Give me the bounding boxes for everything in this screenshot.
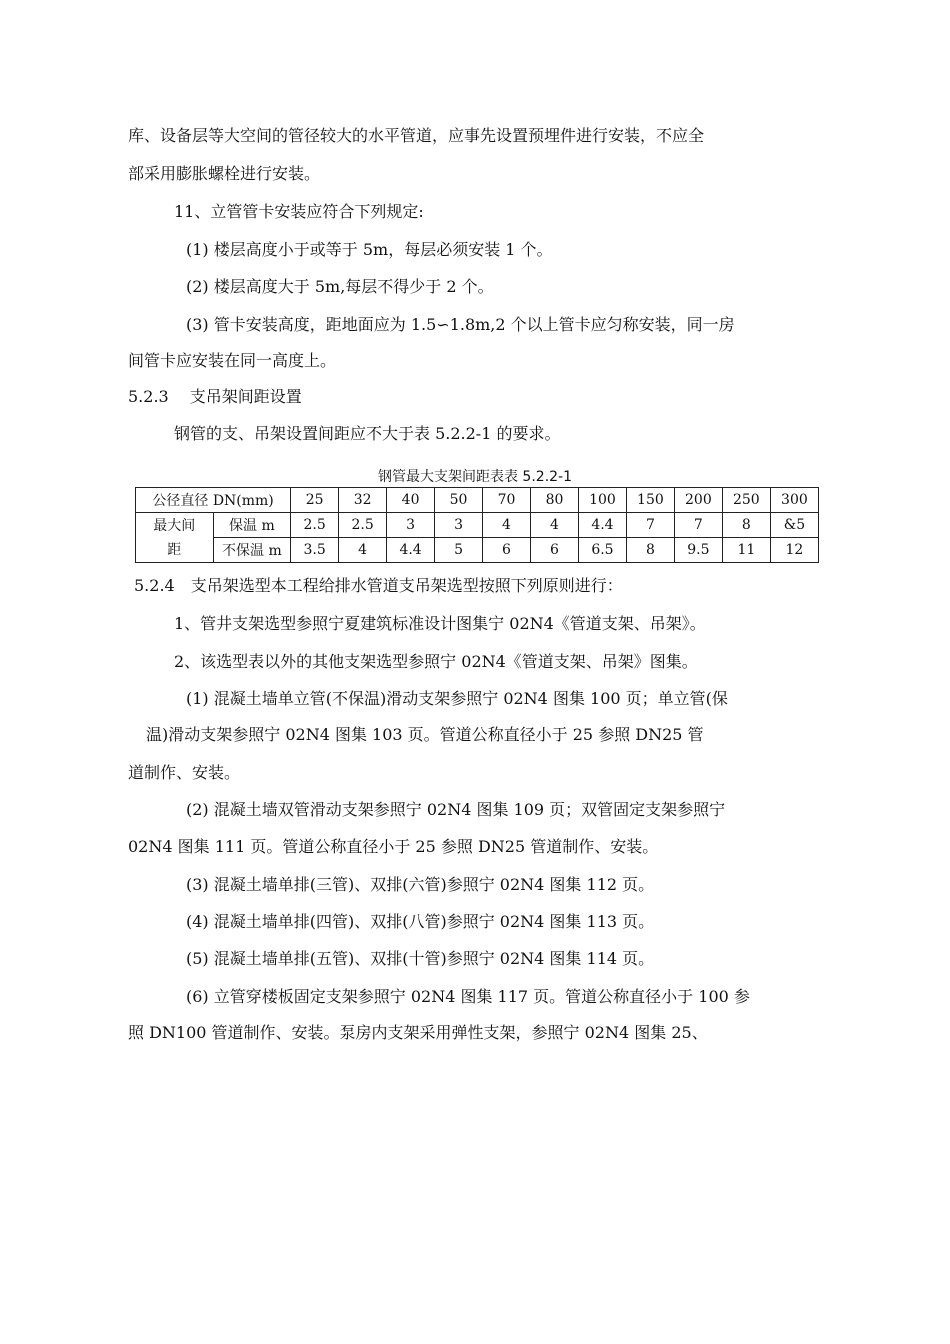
table-cell: 5 <box>435 538 483 563</box>
list-item: (3) 混凝土墙单排(三管)、双排(六管)参照宁 02N4 图集 112 页。 <box>186 875 655 894</box>
table-cell: 4.4 <box>578 513 626 538</box>
table-row <box>136 488 819 513</box>
paragraph-line: 钢管的支、吊架设置间距应不大于表 5.2.2-1 的要求。 <box>174 424 561 443</box>
table-cell: 3 <box>387 513 435 538</box>
table-cell: 4 <box>531 513 579 538</box>
table-cell: &5 <box>770 513 818 538</box>
header-cell: 40 <box>387 488 435 513</box>
table-cell: 3 <box>435 513 483 538</box>
list-item: (3) 管卡安装高度，距地面应为 1.5∽1.8m,2 个以上管卡应匀称安装，同一房 <box>186 315 735 334</box>
row-group-label-line: 最大间 <box>153 517 196 534</box>
table-row <box>136 513 819 538</box>
table-cell: 11 <box>722 538 770 563</box>
header-cell: 100 <box>578 488 626 513</box>
row-label: 保温 m <box>213 513 291 538</box>
list-item: (1) 楼层高度小于或等于 5m，每层必须安装 1 个。 <box>186 240 553 259</box>
table-cell: 4 <box>339 538 387 563</box>
paragraph-line: 温)滑动支架参照宁 02N4 图集 103 页。管道公称直径小于 25 参照 DN25 管 <box>146 725 704 744</box>
list-item: (6) 立管穿楼板固定支架参照宁 02N4 图集 117 页。管道公称直径小于 100 参 <box>186 987 750 1006</box>
table-cell: 8 <box>722 513 770 538</box>
table-cell: 4 <box>483 513 531 538</box>
table-cell: 6 <box>531 538 579 563</box>
header-cell: 50 <box>435 488 483 513</box>
header-cell: 25 <box>291 488 339 513</box>
paragraph-line: 02N4 图集 111 页。管道公称直径小于 25 参照 DN25 管道制作、安装。 <box>128 837 659 856</box>
paragraph-line: 间管卡应安装在同一高度上。 <box>128 351 337 370</box>
paragraph-line: 部采用膨胀螺栓进行安装。 <box>128 164 321 183</box>
table-cell: 3.5 <box>291 538 339 563</box>
section-heading: 5.2.4 支吊架选型本工程给排水管道支吊架选型按照下列原则进行： <box>134 576 623 595</box>
paragraph-line: 库、设备层等大空间的管径较大的水平管道，应事先设置预埋件进行安装，不应全 <box>128 126 705 145</box>
header-cell: 公径直径 DN(mm) <box>136 488 291 513</box>
row-group-label <box>136 513 214 563</box>
list-item: (2) 混凝土墙双管滑动支架参照宁 02N4 图集 109 页；双管固定支架参照宁 <box>186 800 726 819</box>
list-item: (1) 混凝土墙单立管(不保温)滑动支架参照宁 02N4 图集 100 页；单立管(保 <box>186 689 728 708</box>
header-cell: 250 <box>722 488 770 513</box>
header-cell: 200 <box>674 488 722 513</box>
paragraph-line: 道制作、安装。 <box>128 763 241 782</box>
table-cell: 6.5 <box>578 538 626 563</box>
table-cell: 2.5 <box>339 513 387 538</box>
header-cell: 80 <box>531 488 579 513</box>
table-cell: 7 <box>626 513 674 538</box>
table-cell: 12 <box>770 538 818 563</box>
table-cell: 8 <box>626 538 674 563</box>
table-cell: 9.5 <box>674 538 722 563</box>
table-cell: 7 <box>674 513 722 538</box>
section-heading: 5.2.3 支吊架间距设置 <box>128 387 302 406</box>
list-item: 2、该选型表以外的其他支架选型参照宁 02N4《管道支架、吊架》图集。 <box>174 652 698 671</box>
list-item: 11、立管管卡安装应符合下列规定: <box>174 202 424 221</box>
table-caption: 钢管最大支架间距表表 5.2.2-1 <box>377 469 573 485</box>
table-row <box>136 538 819 563</box>
list-item: 1、管井支架选型参照宁夏建筑标准设计图集宁 02N4《管道支架、吊架》。 <box>174 614 706 633</box>
header-cell: 70 <box>483 488 531 513</box>
header-cell: 300 <box>770 488 818 513</box>
header-cell: 150 <box>626 488 674 513</box>
row-label: 不保温 m <box>213 538 291 563</box>
list-item: (2) 楼层高度大于 5m,每层不得少于 2 个。 <box>186 277 494 296</box>
list-item: (4) 混凝土墙单排(四管)、双排(八管)参照宁 02N4 图集 113 页。 <box>186 912 655 931</box>
header-cell: 32 <box>339 488 387 513</box>
row-group-label-line: 距 <box>167 541 182 558</box>
table-cell: 4.4 <box>387 538 435 563</box>
spacing-table <box>135 487 819 563</box>
list-item: (5) 混凝土墙单排(五管)、双排(十管)参照宁 02N4 图集 114 页。 <box>186 949 655 968</box>
paragraph-line: 照 DN100 管道制作、安装。泵房内支架采用弹性支架，参照宁 02N4 图集 25、 <box>128 1023 708 1042</box>
table-cell: 6 <box>483 538 531 563</box>
table-cell: 2.5 <box>291 513 339 538</box>
